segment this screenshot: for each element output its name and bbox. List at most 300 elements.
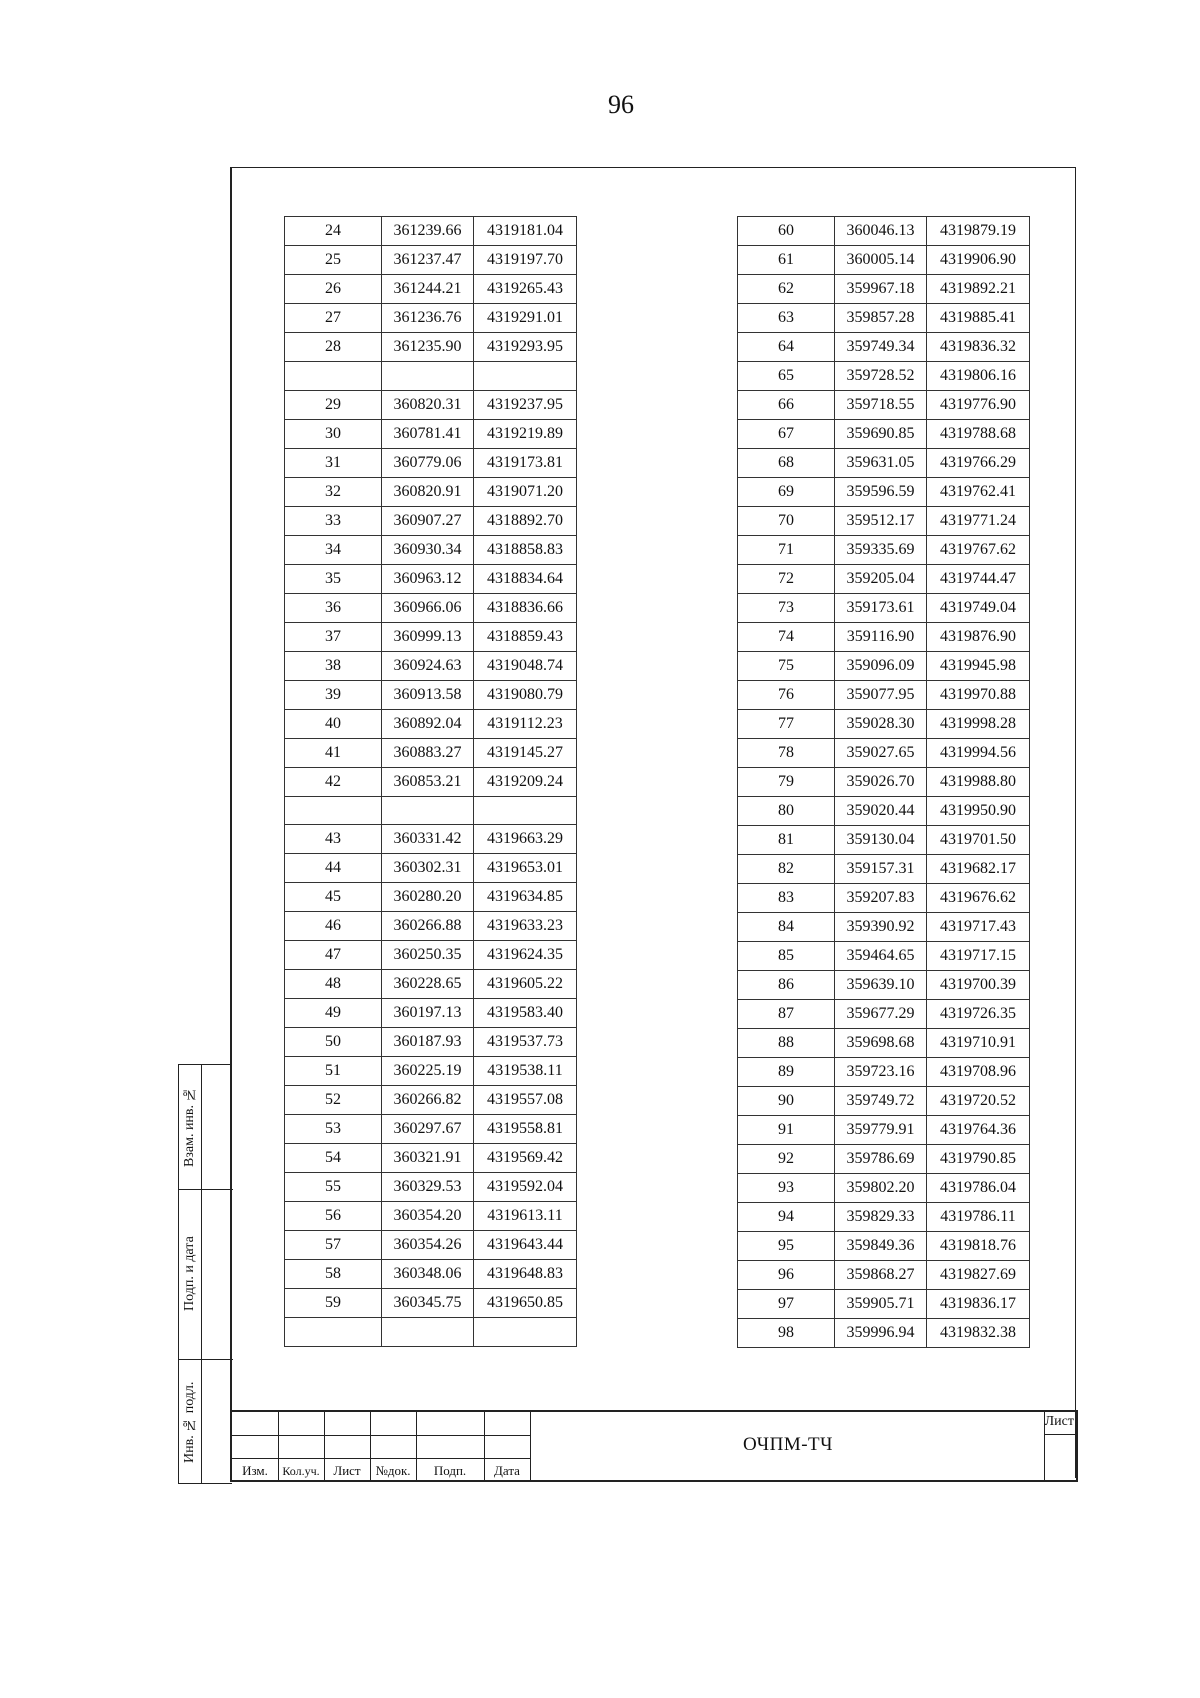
point-number-cell: 95 <box>738 1232 835 1261</box>
point-number-cell: 80 <box>738 797 835 826</box>
point-number-cell: 84 <box>738 913 835 942</box>
x-coordinate-cell: 359749.34 <box>835 333 927 362</box>
y-coordinate-cell: 4319613.11 <box>474 1202 577 1231</box>
x-coordinate-cell: 360197.13 <box>382 999 474 1028</box>
y-coordinate-cell: 4319293.95 <box>474 333 577 362</box>
x-coordinate-cell: 360963.12 <box>382 564 474 593</box>
y-coordinate-cell: 4319558.81 <box>474 1115 577 1144</box>
y-coordinate-cell: 4319776.90 <box>927 391 1030 420</box>
coordinates-table-right <box>737 216 1030 1348</box>
y-coordinate-cell: 4319767.62 <box>927 536 1030 565</box>
x-coordinate-cell: 360779.06 <box>382 448 474 477</box>
x-coordinate-cell: 359802.20 <box>835 1174 927 1203</box>
x-coordinate-cell: 360781.41 <box>382 419 474 448</box>
y-coordinate-cell: 4319885.41 <box>927 304 1030 333</box>
table-row <box>285 535 577 564</box>
point-number-cell: 24 <box>285 217 382 246</box>
y-coordinate-cell: 4319892.21 <box>927 275 1030 304</box>
point-number-cell: 86 <box>738 971 835 1000</box>
point-number-cell: 82 <box>738 855 835 884</box>
table-row <box>738 623 1030 652</box>
table-row <box>738 884 1030 913</box>
y-coordinate-cell: 4319173.81 <box>474 448 577 477</box>
point-number-cell: 55 <box>285 1173 382 1202</box>
point-number-cell: 98 <box>738 1319 835 1348</box>
table-row <box>285 825 577 854</box>
y-coordinate-cell: 4319634.85 <box>474 883 577 912</box>
table-row <box>738 681 1030 710</box>
point-number-cell: 37 <box>285 622 382 651</box>
y-coordinate-cell: 4319786.04 <box>927 1174 1030 1203</box>
x-coordinate-cell: 359728.52 <box>835 362 927 391</box>
point-number-cell: 97 <box>738 1290 835 1319</box>
point-number-cell: 70 <box>738 507 835 536</box>
x-coordinate-cell: 359786.69 <box>835 1145 927 1174</box>
page-number: 96 <box>608 90 634 119</box>
y-coordinate-cell: 4318859.43 <box>474 622 577 651</box>
y-coordinate-cell: 4319592.04 <box>474 1173 577 1202</box>
table-row <box>285 1173 577 1202</box>
x-coordinate-cell: 359173.61 <box>835 594 927 623</box>
y-coordinate-cell: 4319836.32 <box>927 333 1030 362</box>
stamp-n-dok: №док. <box>375 1463 411 1478</box>
x-coordinate-cell: 361237.47 <box>382 246 474 275</box>
y-coordinate-cell: 4319700.39 <box>927 971 1030 1000</box>
x-coordinate-cell: 359749.72 <box>835 1087 927 1116</box>
x-coordinate-cell: 359096.09 <box>835 652 927 681</box>
table-row <box>738 275 1030 304</box>
point-number-cell: 66 <box>738 391 835 420</box>
table-row <box>285 246 577 275</box>
y-coordinate-cell: 4319764.36 <box>927 1116 1030 1145</box>
x-coordinate-cell: 359596.59 <box>835 478 927 507</box>
y-coordinate-cell: 4319836.17 <box>927 1290 1030 1319</box>
point-number-cell: 85 <box>738 942 835 971</box>
x-coordinate-cell: 360966.06 <box>382 593 474 622</box>
point-number-cell: 73 <box>738 594 835 623</box>
y-coordinate-cell: 4319209.24 <box>474 767 577 796</box>
title-block-stamp <box>230 1410 1078 1482</box>
x-coordinate-cell: 360913.58 <box>382 680 474 709</box>
stamp-sheet-label: Лист <box>1044 1414 1074 1429</box>
table-row <box>738 1319 1030 1348</box>
table-row <box>738 1000 1030 1029</box>
point-number-cell: 93 <box>738 1174 835 1203</box>
stamp-podp: Подп. <box>433 1463 467 1478</box>
point-number-cell: 69 <box>738 478 835 507</box>
x-coordinate-cell: 359157.31 <box>835 855 927 884</box>
point-number-cell: 26 <box>285 275 382 304</box>
y-coordinate-cell: 4319624.35 <box>474 941 577 970</box>
point-number-cell: 52 <box>285 1086 382 1115</box>
table-row <box>285 217 577 246</box>
x-coordinate-cell: 359335.69 <box>835 536 927 565</box>
point-number-cell: 29 <box>285 390 382 419</box>
x-coordinate-cell: 360892.04 <box>382 709 474 738</box>
point-number-cell: 39 <box>285 680 382 709</box>
y-coordinate-cell: 4319265.43 <box>474 275 577 304</box>
y-coordinate-cell: 4319906.90 <box>927 246 1030 275</box>
point-number-cell: 47 <box>285 941 382 970</box>
table-row <box>285 506 577 535</box>
y-coordinate-cell: 4319818.76 <box>927 1232 1030 1261</box>
table-row <box>738 1145 1030 1174</box>
table-row <box>285 1289 577 1318</box>
y-coordinate-cell: 4319879.19 <box>927 217 1030 246</box>
table-row <box>285 883 577 912</box>
point-number-cell: 54 <box>285 1144 382 1173</box>
side-label-podp: Подп. и дата <box>182 1236 197 1312</box>
table-row <box>285 941 577 970</box>
x-coordinate-cell: 359116.90 <box>835 623 927 652</box>
point-number-cell: 59 <box>285 1289 382 1318</box>
point-number-cell: 67 <box>738 420 835 449</box>
y-coordinate-cell: 4319720.52 <box>927 1087 1030 1116</box>
table-row <box>738 362 1030 391</box>
x-coordinate-cell: 359639.10 <box>835 971 927 1000</box>
point-number-cell: 48 <box>285 970 382 999</box>
x-coordinate-cell: 359207.83 <box>835 884 927 913</box>
point-number-cell: 51 <box>285 1057 382 1086</box>
y-coordinate-cell: 4319080.79 <box>474 680 577 709</box>
y-coordinate-cell: 4319762.41 <box>927 478 1030 507</box>
y-coordinate-cell: 4319970.88 <box>927 681 1030 710</box>
x-coordinate-cell: 359205.04 <box>835 565 927 594</box>
point-number-cell <box>285 362 382 391</box>
x-coordinate-cell: 359905.71 <box>835 1290 927 1319</box>
point-number-cell: 79 <box>738 768 835 797</box>
y-coordinate-cell: 4319717.15 <box>927 942 1030 971</box>
table-row <box>285 1057 577 1086</box>
side-strip-divider <box>201 1065 202 1483</box>
table-row <box>285 1231 577 1260</box>
point-number-cell: 32 <box>285 477 382 506</box>
y-coordinate-cell: 4319726.35 <box>927 1000 1030 1029</box>
x-coordinate-cell: 360354.20 <box>382 1202 474 1231</box>
point-number-cell: 90 <box>738 1087 835 1116</box>
y-coordinate-cell: 4319827.69 <box>927 1261 1030 1290</box>
x-coordinate-cell: 361236.76 <box>382 304 474 333</box>
stamp-data: Дата <box>494 1463 520 1478</box>
table-row <box>285 796 577 825</box>
table-row <box>738 971 1030 1000</box>
x-coordinate-cell: 359967.18 <box>835 275 927 304</box>
x-coordinate-cell: 359631.05 <box>835 449 927 478</box>
table-row <box>285 651 577 680</box>
point-number-cell: 38 <box>285 651 382 680</box>
table-row <box>738 1290 1030 1319</box>
y-coordinate-cell: 4319197.70 <box>474 246 577 275</box>
point-number-cell: 50 <box>285 1028 382 1057</box>
stamp-kol-uch: Кол.уч. <box>282 1464 320 1478</box>
table-row <box>285 1028 577 1057</box>
x-coordinate-cell: 361239.66 <box>382 217 474 246</box>
y-coordinate-cell: 4319682.17 <box>927 855 1030 884</box>
table-row <box>285 593 577 622</box>
table-row <box>738 1029 1030 1058</box>
side-label-vzam: Взам. инв. № <box>182 1086 197 1168</box>
point-number-cell <box>285 796 382 825</box>
x-coordinate-cell: 360225.19 <box>382 1057 474 1086</box>
x-coordinate-cell: 360266.88 <box>382 912 474 941</box>
x-coordinate-cell: 360297.67 <box>382 1115 474 1144</box>
table-row <box>285 477 577 506</box>
x-coordinate-cell: 359028.30 <box>835 710 927 739</box>
point-number-cell: 63 <box>738 304 835 333</box>
table-row <box>285 448 577 477</box>
y-coordinate-cell: 4319648.83 <box>474 1260 577 1289</box>
point-number-cell: 92 <box>738 1145 835 1174</box>
table-row <box>285 1086 577 1115</box>
x-coordinate-cell: 359868.27 <box>835 1261 927 1290</box>
y-coordinate-cell: 4319643.44 <box>474 1231 577 1260</box>
table-row <box>738 333 1030 362</box>
y-coordinate-cell: 4319538.11 <box>474 1057 577 1086</box>
x-coordinate-cell: 360321.91 <box>382 1144 474 1173</box>
table-row <box>738 768 1030 797</box>
table-row <box>738 478 1030 507</box>
point-number-cell: 42 <box>285 767 382 796</box>
table-row <box>285 390 577 419</box>
point-number-cell: 34 <box>285 535 382 564</box>
point-number-cell: 77 <box>738 710 835 739</box>
x-coordinate-cell: 360853.21 <box>382 767 474 796</box>
table-row <box>285 854 577 883</box>
table-row <box>285 564 577 593</box>
y-coordinate-cell: 4319537.73 <box>474 1028 577 1057</box>
point-number-cell: 57 <box>285 1231 382 1260</box>
table-row <box>738 739 1030 768</box>
x-coordinate-cell: 359512.17 <box>835 507 927 536</box>
point-number-cell: 41 <box>285 738 382 767</box>
table-row <box>285 767 577 796</box>
y-coordinate-cell: 4319583.40 <box>474 999 577 1028</box>
x-coordinate-cell: 360820.91 <box>382 477 474 506</box>
y-coordinate-cell: 4318892.70 <box>474 506 577 535</box>
coordinates-table-left <box>284 216 577 1347</box>
stamp-izm: Изм. <box>242 1463 268 1478</box>
x-coordinate-cell <box>382 796 474 825</box>
point-number-cell: 53 <box>285 1115 382 1144</box>
table-row <box>738 826 1030 855</box>
x-coordinate-cell: 360924.63 <box>382 651 474 680</box>
point-number-cell: 35 <box>285 564 382 593</box>
table-row <box>738 1203 1030 1232</box>
table-row <box>738 1058 1030 1087</box>
x-coordinate-cell <box>382 362 474 391</box>
y-coordinate-cell: 4319569.42 <box>474 1144 577 1173</box>
y-coordinate-cell: 4319749.04 <box>927 594 1030 623</box>
point-number-cell: 28 <box>285 333 382 362</box>
table-row <box>738 391 1030 420</box>
x-coordinate-cell: 360005.14 <box>835 246 927 275</box>
point-number-cell: 68 <box>738 449 835 478</box>
y-coordinate-cell: 4319998.28 <box>927 710 1030 739</box>
y-coordinate-cell: 4319744.47 <box>927 565 1030 594</box>
point-number-cell: 62 <box>738 275 835 304</box>
point-number-cell: 87 <box>738 1000 835 1029</box>
y-coordinate-cell: 4319786.11 <box>927 1203 1030 1232</box>
table-row <box>285 362 577 391</box>
table-row <box>285 970 577 999</box>
point-number-cell: 65 <box>738 362 835 391</box>
table-row <box>738 217 1030 246</box>
y-coordinate-cell: 4319806.16 <box>927 362 1030 391</box>
point-number-cell: 83 <box>738 884 835 913</box>
x-coordinate-cell: 359027.65 <box>835 739 927 768</box>
table-row <box>738 1261 1030 1290</box>
stamp-divider <box>1044 1434 1078 1435</box>
x-coordinate-cell <box>382 1318 474 1347</box>
y-coordinate-cell: 4318836.66 <box>474 593 577 622</box>
x-coordinate-cell: 360302.31 <box>382 854 474 883</box>
y-coordinate-cell: 4319048.74 <box>474 651 577 680</box>
table-row <box>285 1318 577 1347</box>
stamp-list: Лист <box>333 1463 361 1478</box>
x-coordinate-cell: 359077.95 <box>835 681 927 710</box>
y-coordinate-cell: 4319557.08 <box>474 1086 577 1115</box>
table-row <box>285 999 577 1028</box>
x-coordinate-cell: 360907.27 <box>382 506 474 535</box>
y-coordinate-cell: 4319181.04 <box>474 217 577 246</box>
x-coordinate-cell: 361244.21 <box>382 275 474 304</box>
y-coordinate-cell: 4319676.62 <box>927 884 1030 913</box>
point-number-cell: 72 <box>738 565 835 594</box>
point-number-cell: 76 <box>738 681 835 710</box>
x-coordinate-cell: 359698.68 <box>835 1029 927 1058</box>
table-row <box>738 565 1030 594</box>
x-coordinate-cell: 360046.13 <box>835 217 927 246</box>
table-row <box>738 710 1030 739</box>
y-coordinate-cell: 4319291.01 <box>474 304 577 333</box>
x-coordinate-cell: 360266.82 <box>382 1086 474 1115</box>
y-coordinate-cell: 4319988.80 <box>927 768 1030 797</box>
x-coordinate-cell: 361235.90 <box>382 333 474 362</box>
table-row <box>285 709 577 738</box>
table-row <box>738 1087 1030 1116</box>
y-coordinate-cell: 4319945.98 <box>927 652 1030 681</box>
x-coordinate-cell: 360331.42 <box>382 825 474 854</box>
table-row <box>738 942 1030 971</box>
y-coordinate-cell: 4319653.01 <box>474 854 577 883</box>
y-coordinate-cell <box>474 1318 577 1347</box>
point-number-cell: 78 <box>738 739 835 768</box>
side-label-inv: Инв. № подл. <box>182 1381 197 1463</box>
y-coordinate-cell: 4319766.29 <box>927 449 1030 478</box>
table-row <box>738 913 1030 942</box>
side-stamp-strip <box>178 1064 232 1484</box>
x-coordinate-cell: 360228.65 <box>382 970 474 999</box>
point-number-cell: 36 <box>285 593 382 622</box>
y-coordinate-cell <box>474 362 577 391</box>
x-coordinate-cell: 359829.33 <box>835 1203 927 1232</box>
table-row <box>738 1232 1030 1261</box>
y-coordinate-cell: 4319071.20 <box>474 477 577 506</box>
y-coordinate-cell: 4319994.56 <box>927 739 1030 768</box>
table-row <box>738 1116 1030 1145</box>
table-row <box>738 536 1030 565</box>
table-row <box>285 1260 577 1289</box>
y-coordinate-cell: 4319876.90 <box>927 623 1030 652</box>
table-row <box>285 304 577 333</box>
x-coordinate-cell: 360187.93 <box>382 1028 474 1057</box>
table-row <box>285 738 577 767</box>
x-coordinate-cell: 360354.26 <box>382 1231 474 1260</box>
table-row <box>738 797 1030 826</box>
x-coordinate-cell: 359779.91 <box>835 1116 927 1145</box>
point-number-cell: 75 <box>738 652 835 681</box>
point-number-cell: 56 <box>285 1202 382 1231</box>
point-number-cell: 88 <box>738 1029 835 1058</box>
y-coordinate-cell: 4319633.23 <box>474 912 577 941</box>
table-row <box>738 594 1030 623</box>
point-number-cell: 30 <box>285 419 382 448</box>
y-coordinate-cell: 4319708.96 <box>927 1058 1030 1087</box>
y-coordinate-cell: 4319145.27 <box>474 738 577 767</box>
y-coordinate-cell: 4319219.89 <box>474 419 577 448</box>
table-row <box>285 1202 577 1231</box>
point-number-cell: 44 <box>285 854 382 883</box>
table-row <box>738 855 1030 884</box>
point-number-cell: 49 <box>285 999 382 1028</box>
stamp-divider <box>232 1458 530 1459</box>
stamp-divider <box>232 1435 530 1436</box>
table-row <box>285 622 577 651</box>
y-coordinate-cell: 4318858.83 <box>474 535 577 564</box>
point-number-cell: 46 <box>285 912 382 941</box>
point-number-cell: 33 <box>285 506 382 535</box>
x-coordinate-cell: 359677.29 <box>835 1000 927 1029</box>
table-row <box>738 304 1030 333</box>
x-coordinate-cell: 360345.75 <box>382 1289 474 1318</box>
table-row <box>285 912 577 941</box>
point-number-cell: 89 <box>738 1058 835 1087</box>
x-coordinate-cell: 359690.85 <box>835 420 927 449</box>
table-row <box>738 507 1030 536</box>
y-coordinate-cell: 4319717.43 <box>927 913 1030 942</box>
point-number-cell: 61 <box>738 246 835 275</box>
y-coordinate-cell: 4319650.85 <box>474 1289 577 1318</box>
y-coordinate-cell: 4319663.29 <box>474 825 577 854</box>
x-coordinate-cell: 360348.06 <box>382 1260 474 1289</box>
table-row <box>285 275 577 304</box>
x-coordinate-cell: 359996.94 <box>835 1319 927 1348</box>
x-coordinate-cell: 359849.36 <box>835 1232 927 1261</box>
point-number-cell: 96 <box>738 1261 835 1290</box>
point-number-cell: 58 <box>285 1260 382 1289</box>
x-coordinate-cell: 360883.27 <box>382 738 474 767</box>
table-row <box>285 1115 577 1144</box>
point-number-cell: 94 <box>738 1203 835 1232</box>
table-row <box>738 652 1030 681</box>
x-coordinate-cell: 360930.34 <box>382 535 474 564</box>
point-number-cell <box>285 1318 382 1347</box>
y-coordinate-cell: 4319771.24 <box>927 507 1030 536</box>
point-number-cell: 91 <box>738 1116 835 1145</box>
y-coordinate-cell: 4319710.91 <box>927 1029 1030 1058</box>
table-row <box>285 680 577 709</box>
point-number-cell: 74 <box>738 623 835 652</box>
y-coordinate-cell: 4319701.50 <box>927 826 1030 855</box>
point-number-cell: 60 <box>738 217 835 246</box>
document-code: ОЧПМ-ТЧ <box>743 1434 833 1455</box>
x-coordinate-cell: 359026.70 <box>835 768 927 797</box>
y-coordinate-cell: 4318834.64 <box>474 564 577 593</box>
x-coordinate-cell: 359723.16 <box>835 1058 927 1087</box>
point-number-cell: 43 <box>285 825 382 854</box>
x-coordinate-cell: 359718.55 <box>835 391 927 420</box>
x-coordinate-cell: 359857.28 <box>835 304 927 333</box>
